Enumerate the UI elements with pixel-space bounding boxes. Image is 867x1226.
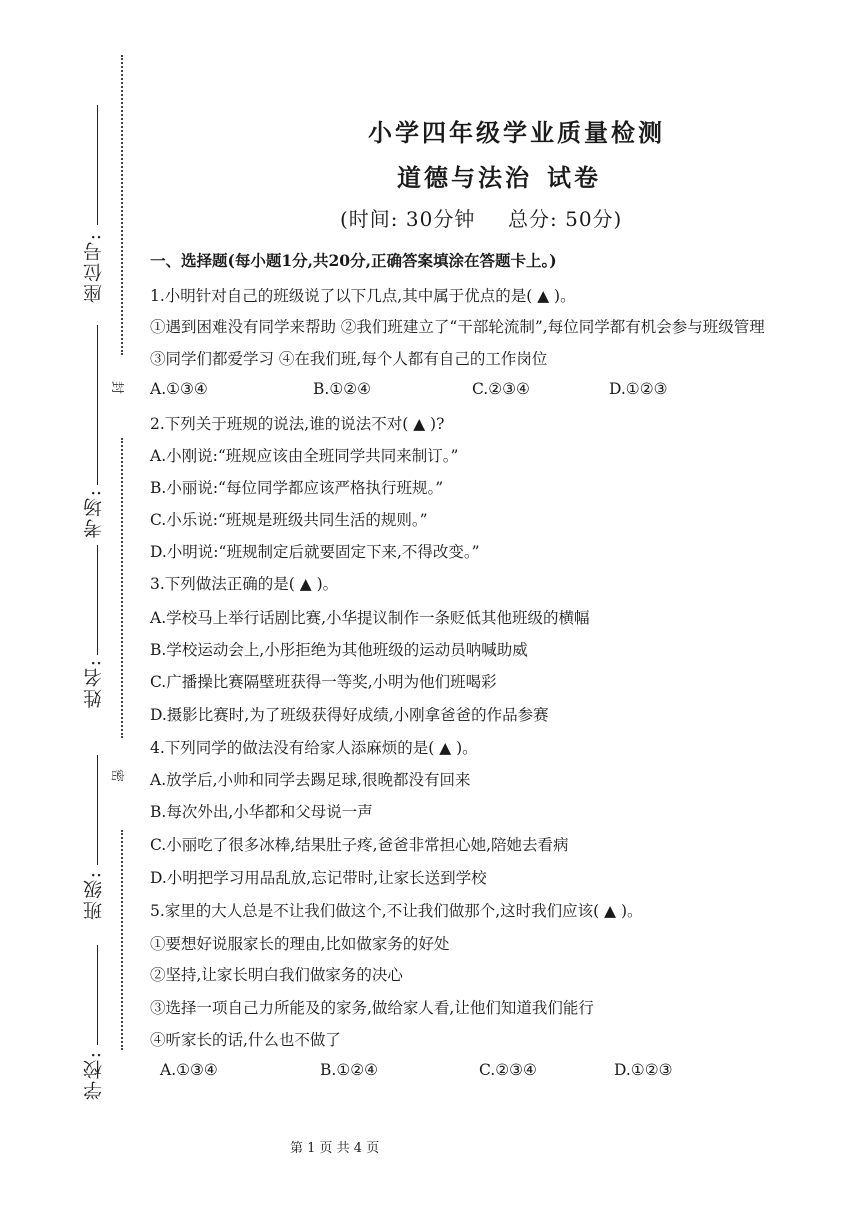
question-1-statement-a: ①遇到困难没有同学来帮助 ②我们班建立了“干部轮流制”,每位同学都有机会参与班级管理 bbox=[150, 318, 765, 336]
question-5-statement-2: ②坚持,让家长明白我们做家务的决心 bbox=[150, 966, 403, 984]
question-2-option-a[interactable]: A.小刚说:“班规应该由全班同学共同来制订。” bbox=[150, 447, 459, 465]
exam-total-score: 总分: 50分) bbox=[508, 207, 623, 231]
name-label: 姓名: bbox=[83, 658, 105, 709]
name-field[interactable] bbox=[97, 545, 98, 655]
school-label: 学校: bbox=[83, 1050, 105, 1101]
question-5-option-b[interactable]: B.①②④ bbox=[320, 1061, 379, 1079]
question-1-statement-b: ③同学们都爱学习 ④在我们班,每个人都有自己的工作岗位 bbox=[150, 350, 548, 368]
class-label: 班级: bbox=[83, 870, 105, 921]
question-1-stem: 1.小明针对自己的班级说了以下几点,其中属于优点的是( ▲ )。 bbox=[150, 287, 576, 305]
paper-title: 试卷 bbox=[547, 163, 601, 192]
seal-line-bottom bbox=[121, 830, 123, 1050]
exam-room-field[interactable] bbox=[97, 325, 98, 485]
question-3-option-d[interactable]: D.摄影比赛时,为了班级获得好成绩,小刚拿爸爸的作品参赛 bbox=[150, 706, 549, 724]
exam-time: (时间: 30分钟 bbox=[340, 207, 476, 231]
question-5-statement-1: ①要想好说服家长的理由,比如做家务的好处 bbox=[150, 935, 450, 953]
question-5-statement-4: ④听家长的话,什么也不做了 bbox=[150, 1031, 341, 1049]
seal-char-mi: 密 bbox=[109, 768, 125, 783]
question-4-option-d[interactable]: D.小明把学习用品乱放,忘记带时,让家长送到学校 bbox=[150, 869, 487, 887]
seat-number-field[interactable] bbox=[97, 105, 98, 225]
exam-room-label: 考场: bbox=[83, 488, 105, 539]
question-3-stem: 3.下列做法正确的是( ▲ )。 bbox=[150, 575, 339, 593]
question-4-option-b[interactable]: B.每次外出,小华都和父母说一声 bbox=[150, 803, 373, 821]
section-heading: 一、选择题(每小题1分,共20分,正确答案填涂在答题卡上。) bbox=[150, 251, 557, 270]
question-5-stem: 5.家里的大人总是不让我们做这个,不让我们做那个,这时我们应该( ▲ )。 bbox=[150, 902, 643, 920]
page-number: 第 1 页 共 4 页 bbox=[290, 1141, 380, 1156]
question-5-option-c[interactable]: C.②③④ bbox=[479, 1061, 537, 1079]
question-3-option-c[interactable]: C.广播操比赛隔壁班获得一等奖,小明为他们班喝彩 bbox=[150, 673, 497, 691]
subject-title: 道德与法治 bbox=[397, 163, 532, 192]
question-4-option-c[interactable]: C.小丽吃了很多冰棒,结果肚子疼,爸爸非常担心她,陪她去看病 bbox=[150, 836, 569, 854]
question-5-statement-3: ③选择一项自己力所能及的家务,做给家人看,让他们知道我们能行 bbox=[150, 999, 594, 1017]
question-1-option-c[interactable]: C.②③④ bbox=[472, 380, 530, 398]
class-field[interactable] bbox=[97, 755, 98, 865]
seal-char-feng: 封 bbox=[109, 380, 125, 395]
question-1-option-b[interactable]: B.①②④ bbox=[313, 380, 372, 398]
exam-title: 小学四年级学业质量检测 bbox=[368, 118, 665, 147]
seal-line-top bbox=[121, 55, 123, 355]
question-1-option-a[interactable]: A.①③④ bbox=[150, 380, 208, 398]
school-field[interactable] bbox=[97, 945, 98, 1045]
question-2-option-c[interactable]: C.小乐说:“班规是班级共同生活的规则。” bbox=[150, 511, 428, 529]
question-3-option-b[interactable]: B.学校运动会上,小彤拒绝为其他班级的运动员呐喊助威 bbox=[150, 641, 528, 659]
question-4-stem: 4.下列同学的做法没有给家人添麻烦的是( ▲ )。 bbox=[150, 739, 478, 757]
question-3-option-a[interactable]: A.学校马上举行话剧比赛,小华提议制作一条贬低其他班级的横幅 bbox=[150, 609, 590, 627]
question-2-option-b[interactable]: B.小丽说:“每位同学都应该严格执行班规。” bbox=[150, 479, 444, 497]
seat-number-label: 座位号: bbox=[83, 232, 105, 304]
question-4-option-a[interactable]: A.放学后,小帅和同学去踢足球,很晚都没有回来 bbox=[150, 771, 471, 789]
question-5-option-a[interactable]: A.①③④ bbox=[160, 1061, 218, 1079]
question-1-option-d[interactable]: D.①②③ bbox=[609, 380, 668, 398]
seal-line-mid bbox=[121, 438, 123, 738]
question-2-stem: 2.下列关于班规的说法,谁的说法不对( ▲ )? bbox=[150, 415, 445, 433]
question-5-option-d[interactable]: D.①②③ bbox=[614, 1061, 673, 1079]
question-2-option-d[interactable]: D.小明说:“班规制定后就要固定下来,不得改变。” bbox=[150, 543, 480, 561]
